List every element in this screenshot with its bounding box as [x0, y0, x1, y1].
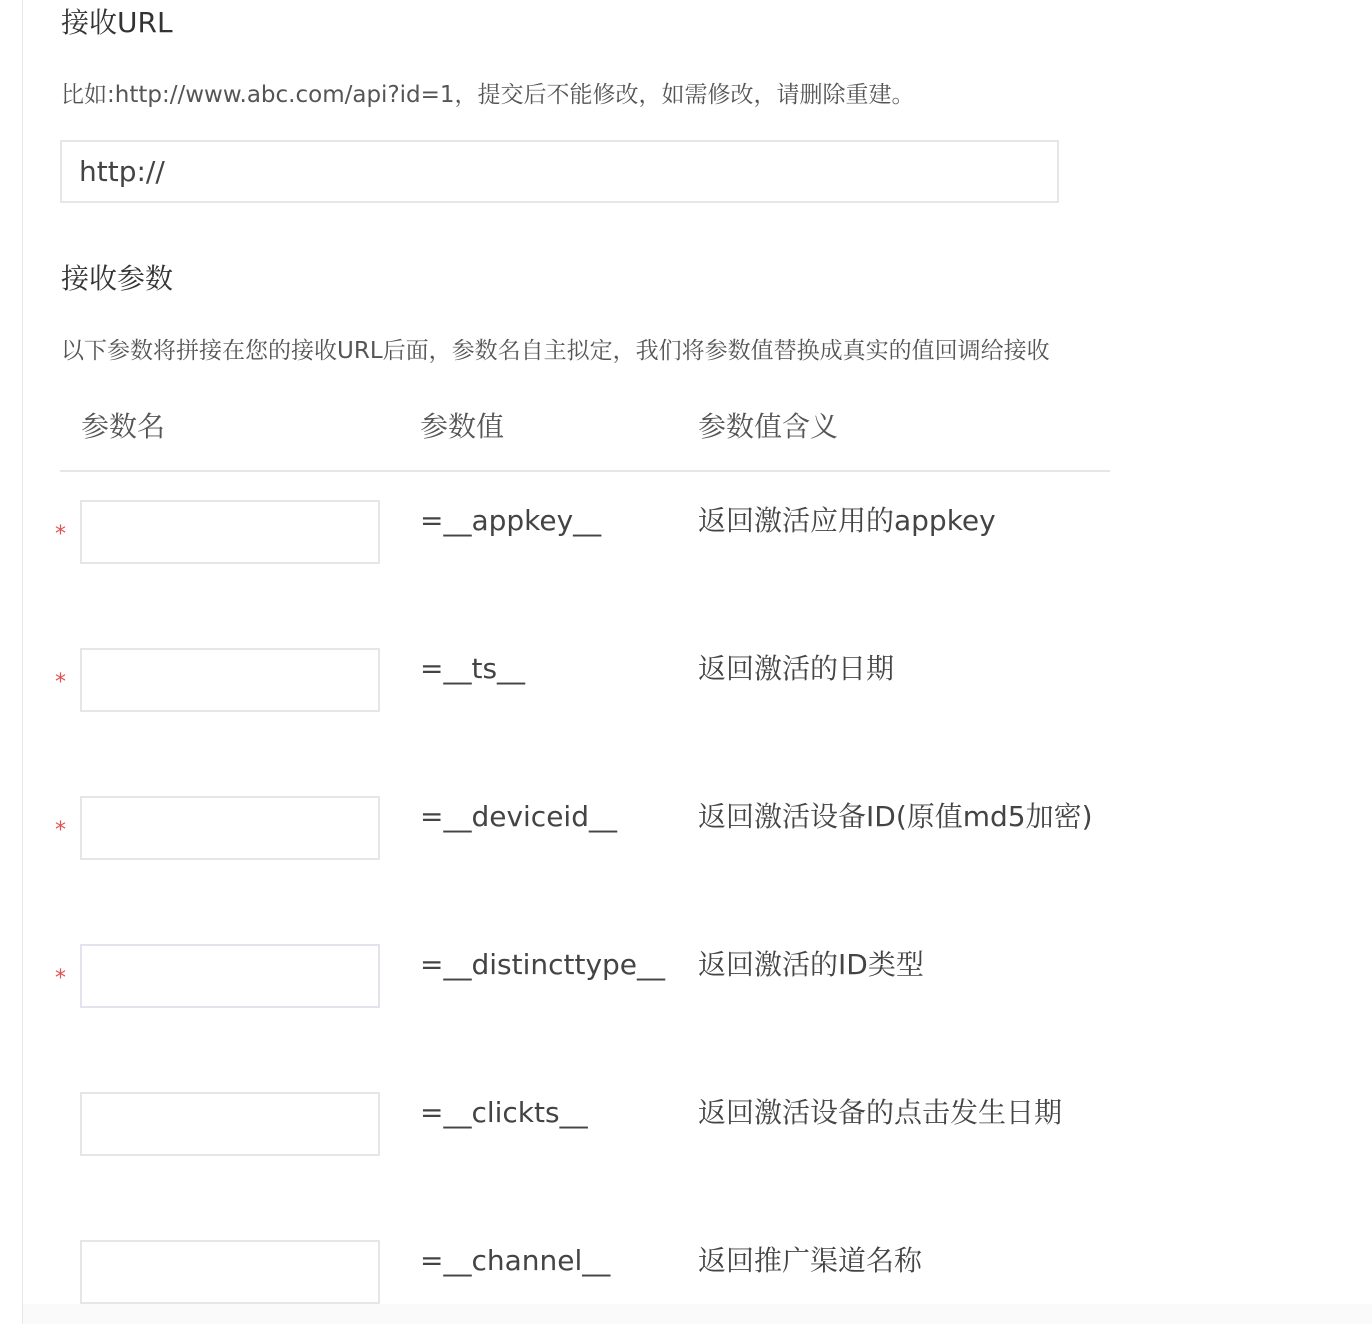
param-meaning-clickts: 返回激活设备的点击发生日期 — [698, 1096, 1063, 1129]
param-row-ts — [0, 648, 1200, 712]
param-value-distincttype: =__distincttype__ — [420, 948, 666, 981]
param-row-appkey — [0, 500, 1200, 564]
param-name-input-deviceid[interactable] — [80, 796, 380, 860]
param-value-clickts: =__clickts__ — [420, 1096, 588, 1129]
column-header-value: 参数值 — [420, 410, 505, 443]
url-input[interactable] — [60, 140, 1059, 203]
bottom-shade — [23, 1304, 1372, 1324]
param-value-deviceid: =__deviceid__ — [420, 800, 617, 833]
column-header-name: 参数名 — [81, 410, 166, 443]
param-name-input-appkey[interactable] — [80, 500, 380, 564]
param-meaning-appkey: 返回激活应用的appkey — [698, 504, 996, 537]
param-meaning-deviceid: 返回激活设备ID(原值md5加密) — [698, 800, 1093, 833]
param-meaning-ts: 返回激活的日期 — [698, 652, 895, 685]
url-section-title: 接收URL — [61, 6, 173, 39]
url-hint: 比如:http://www.abc.com/api?id=1，提交后不能修改，如需修改，请删除重建。 — [61, 82, 915, 108]
params-section-title: 接收参数 — [61, 262, 174, 295]
required-marker: * — [55, 966, 66, 991]
required-marker: * — [55, 818, 66, 843]
param-row-clickts — [0, 1092, 1200, 1156]
param-name-input-ts[interactable] — [80, 648, 380, 712]
param-value-channel: =__channel__ — [420, 1244, 611, 1277]
required-marker: * — [55, 522, 66, 547]
param-meaning-channel: 返回推广渠道名称 — [698, 1244, 923, 1277]
param-meaning-distincttype: 返回激活的ID类型 — [698, 948, 924, 981]
param-row-distincttype — [0, 944, 1200, 1008]
param-name-input-clickts[interactable] — [80, 1092, 380, 1156]
required-marker: * — [55, 670, 66, 695]
params-hint: 以下参数将拼接在您的接收URL后面，参数名自主拟定，我们将参数值替换成真实的值回调给接收 — [61, 338, 1050, 364]
param-name-input-distincttype[interactable] — [80, 944, 380, 1008]
param-row-channel — [0, 1240, 1200, 1304]
header-divider — [60, 470, 1110, 472]
param-value-ts: =__ts__ — [420, 652, 526, 685]
param-name-input-channel[interactable] — [80, 1240, 380, 1304]
param-row-deviceid — [0, 796, 1200, 860]
param-value-appkey: =__appkey__ — [420, 504, 602, 537]
column-header-meaning: 参数值含义 — [698, 410, 839, 443]
